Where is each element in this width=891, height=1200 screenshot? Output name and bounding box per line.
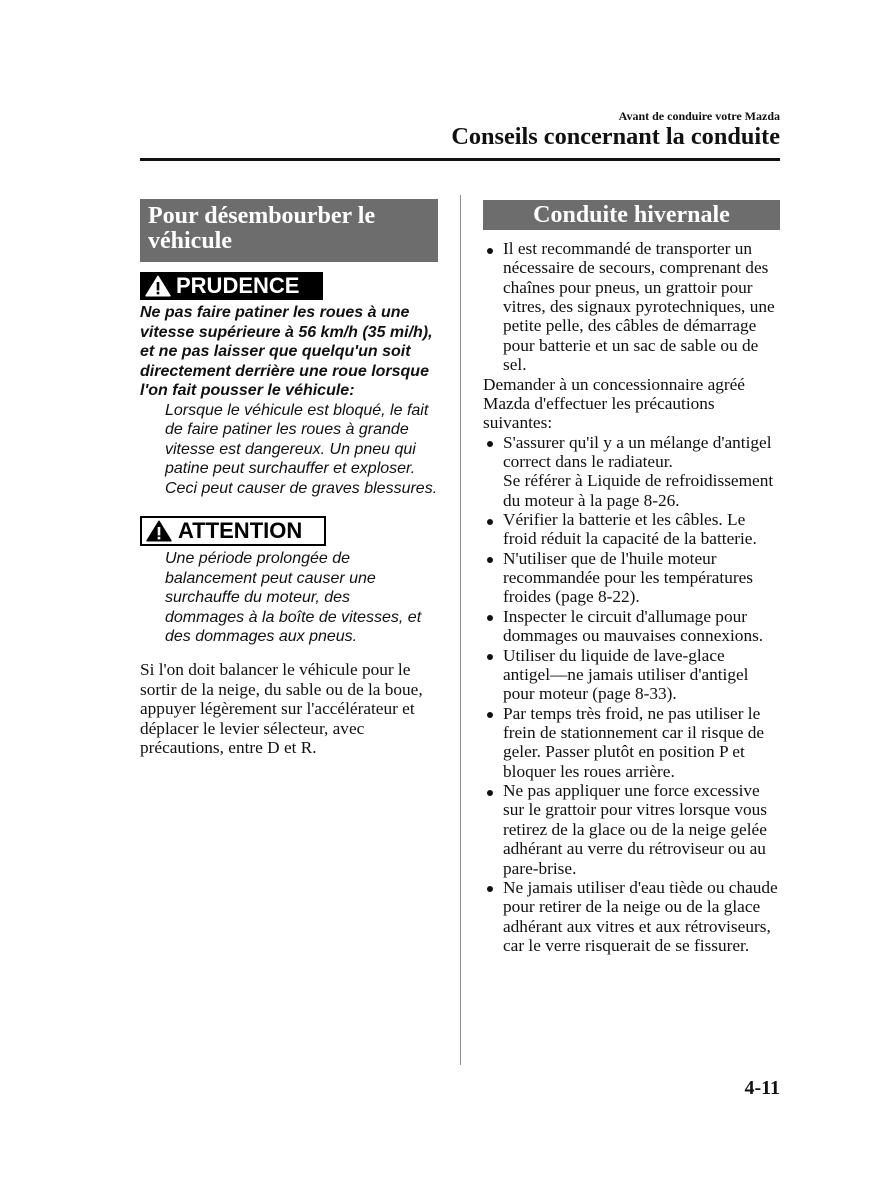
bullet-item — [483, 239, 783, 375]
paragraph — [483, 375, 783, 433]
text-line: vitres, des signaux pyrotechniques, une — [503, 297, 775, 317]
warning-triangle-icon — [145, 275, 171, 297]
text-line: patine peut surchauffer et exploser. — [165, 460, 416, 477]
text-line: Une période prolongée de — [165, 550, 351, 567]
text-line: froides (page 8-22). — [503, 587, 640, 607]
text-line: appuyer légèrement sur l'accélérateur et — [140, 699, 415, 718]
attention-text — [165, 549, 421, 647]
text-line: nécessaire de secours, comprenant des — [503, 258, 769, 278]
bullet-item — [483, 549, 783, 607]
text-line: balancement peut causer une — [165, 569, 376, 587]
page-title: Conseils concernant la conduite — [451, 123, 780, 150]
caution-main-text — [140, 303, 437, 401]
text-line: chaînes pour pneus, un grattoir pour — [503, 277, 753, 297]
text-line: adhérant aux vitres et aux rétroviseurs, — [503, 916, 771, 936]
text-line: Ceci peut causer de graves blessures. — [165, 479, 438, 497]
text-line: Demander à un concessionnaire agréé — [483, 374, 745, 394]
text-line: Se référer à Liquide de refroidissement — [503, 471, 774, 491]
caution-detail-text — [140, 401, 437, 499]
attention-badge — [140, 516, 326, 546]
text-line: Lorsque le véhicule est bloqué, le fait — [165, 401, 429, 419]
text-line: vitesse supérieure à 56 km/h (35 mi/h), — [140, 323, 433, 341]
page-number: 4-11 — [744, 1077, 780, 1099]
column-divider — [460, 195, 461, 1065]
bullet-item — [483, 646, 783, 704]
chapter-title: Avant de conduire votre Mazda — [618, 109, 780, 123]
text-line: correct dans le radiateur. — [503, 451, 673, 471]
caution-label: PRUDENCE — [176, 273, 300, 298]
attention-label: ATTENTION — [178, 518, 303, 543]
text-line: S'assurer qu'il y a un mélange d'antigel — [503, 432, 772, 452]
bullet-icon — [487, 557, 493, 563]
text-line: pare-brise. — [503, 858, 577, 878]
text-line: sur le grattoir pour vitres lorsque vous — [503, 800, 767, 820]
text-line: adhérant au verre du rétroviseur ou au — [503, 839, 766, 859]
text-line: déplacer le levier sélecteur, avec — [140, 718, 365, 738]
bullet-icon — [487, 615, 493, 621]
text-line: Vérifier la batterie et les câbles. Le — [503, 510, 746, 530]
bullet-item — [483, 704, 783, 781]
text-line: pour moteur (page 8-33). — [503, 684, 677, 704]
text-line: et ne pas laisser que quelqu'un soit — [140, 343, 411, 360]
text-line: bloquer les roues arrière. — [503, 761, 675, 781]
warning-triangle-icon — [146, 520, 172, 542]
text-line: surchauffe du moteur, des — [165, 589, 350, 606]
text-line: Ne jamais utiliser d'eau tiède ou chaude — [503, 877, 778, 897]
winter-driving-list — [483, 239, 783, 955]
bullet-item — [483, 433, 783, 510]
text-line: car le verre risquerait de se fissurer. — [503, 935, 750, 955]
bullet-icon — [487, 790, 493, 796]
text-line: N'utiliser que de l'huile moteur — [503, 548, 717, 568]
bullet-icon — [487, 712, 493, 718]
text-line: directement derrière une roue lorsque — [140, 362, 429, 380]
text-line: geler. Passer plutôt en position P et — [503, 742, 745, 762]
bullet-icon — [487, 441, 493, 447]
text-line: Ne pas appliquer une force excessive — [503, 781, 760, 801]
text-line: sortir de la neige, du sable ou de la boue, — [140, 679, 423, 699]
text-line: antigel—ne jamais utiliser d'antigel — [503, 664, 749, 684]
text-line: retirez de la glace ou de la neige gelée — [503, 819, 767, 839]
text-line: vitesse est dangereux. Un pneu qui — [165, 440, 416, 458]
text-line: recommandée pour les températures — [503, 568, 753, 588]
body-paragraph — [140, 660, 423, 758]
caution-text — [140, 303, 437, 498]
bullet-icon — [487, 654, 493, 660]
bullet-item — [483, 781, 783, 878]
text-line: pour retirer de la neige ou de la glace — [503, 897, 761, 917]
bullet-icon — [487, 886, 493, 892]
text-line: l'on fait pousser le véhicule: — [140, 382, 355, 399]
text-line: Inspecter le circuit d'allumage pour — [503, 606, 747, 626]
caution-badge — [140, 272, 323, 300]
text-line: précautions, entre D et R. — [140, 738, 317, 757]
text-line: des dommages aux pneus. — [165, 628, 358, 645]
bullet-item — [483, 607, 783, 646]
section-heading-stuck-vehicle: Pour désembourber le véhicule — [140, 199, 438, 262]
bullet-icon — [487, 248, 493, 254]
text-line: dommages à la boîte de vitesses, et — [165, 608, 422, 626]
text-line: froid réduit la capacité de la batterie. — [503, 529, 757, 549]
text-line: de faire patiner les roues à grande — [165, 421, 409, 438]
text-line: Ne pas faire patiner les roues à une — [140, 304, 410, 321]
header-rule — [140, 158, 780, 161]
text-line: Par temps très froid, ne pas utiliser le — [503, 703, 761, 723]
text-line: suivantes: — [483, 413, 553, 433]
text-line: pour batterie et un sac de sable ou de — [503, 335, 759, 355]
text-line: dommages ou mauvaises connexions. — [503, 626, 764, 646]
text-line: sel. — [503, 355, 527, 375]
bullet-item — [483, 510, 783, 549]
bullet-item — [483, 878, 783, 955]
text-line: frein de stationnement car il risque de — [503, 722, 765, 742]
text-line: Si l'on doit balancer le véhicule pour le — [140, 660, 411, 679]
bullet-icon — [487, 519, 493, 525]
text-line: Il est recommandé de transporter un — [503, 239, 753, 258]
text-line: Utiliser du liquide de lave-glace — [503, 645, 725, 665]
text-line: Mazda d'effectuer les précautions — [483, 393, 715, 413]
text-line: petite pelle, des câbles de démarrage — [503, 316, 757, 336]
text-line: du moteur à la page 8-26. — [503, 490, 680, 510]
section-heading-winter-driving: Conduite hivernale — [483, 200, 780, 230]
